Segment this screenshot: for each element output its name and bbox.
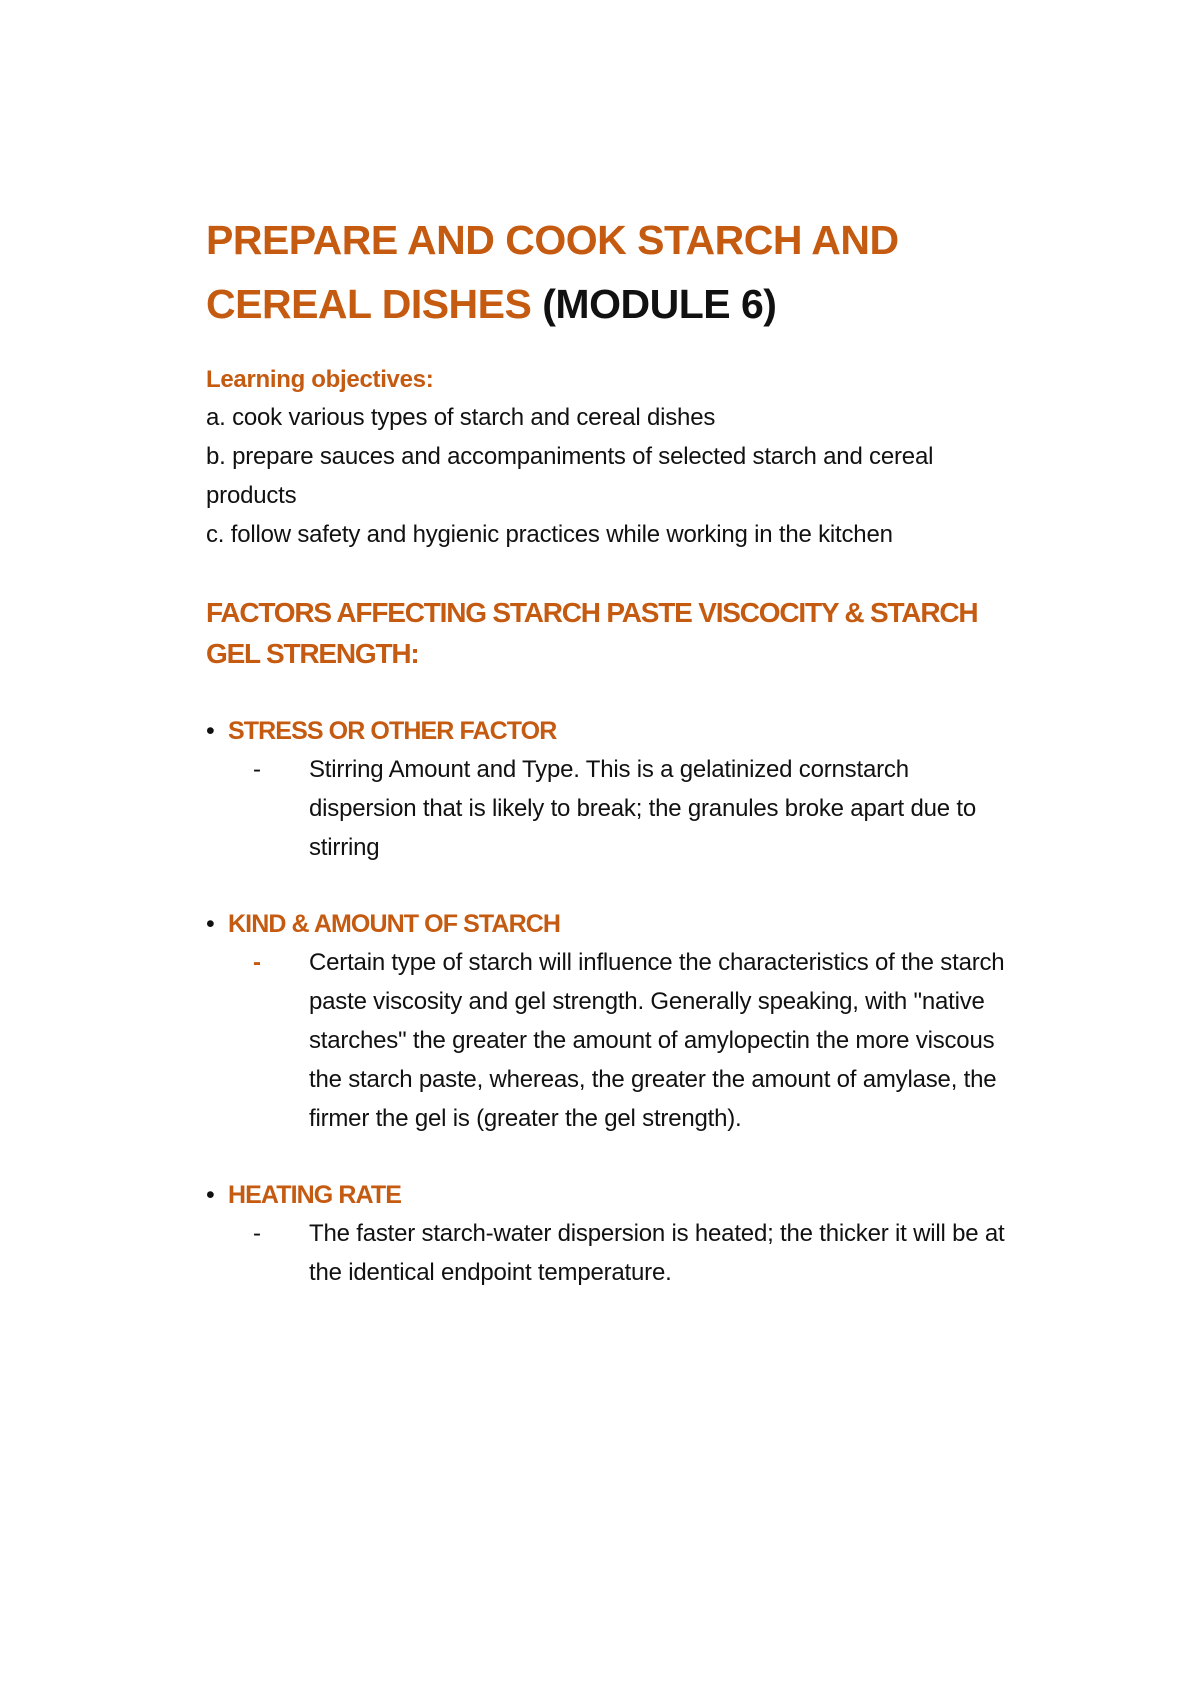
document-content [206, 208, 1006, 1292]
title-suffix: (MODULE 6) [542, 281, 777, 327]
dash-icon: - [253, 756, 261, 783]
dash-icon: - [253, 949, 261, 976]
dash-icon: - [253, 1220, 261, 1247]
bullet-icon: • [206, 1181, 214, 1209]
section-heading: FACTORS AFFECTING STARCH PASTE VISCOCITY & STARCH GEL STRENGTH: [206, 597, 978, 669]
factor-description-text: The faster starch-water dispersion is heated; the thicker it will be at the identical endpoint temperature. [309, 1220, 1005, 1286]
factor-title-text: STRESS OR OTHER FACTOR [228, 717, 557, 745]
title-main: PREPARE AND COOK STARCH AND CEREAL DISHES [206, 217, 899, 327]
learning-objectives [206, 362, 1006, 554]
factor-description [253, 1214, 1006, 1292]
factor-description [253, 943, 1006, 1138]
factor-heating-rate [206, 1176, 1006, 1292]
factor-title [206, 712, 1006, 750]
objective-item: c. follow safety and hygienic practices while working in the kitchen [206, 521, 893, 548]
factor-title-text: KIND & AMOUNT OF STARCH [228, 910, 561, 938]
factor-title-text: HEATING RATE [228, 1181, 401, 1209]
bullet-icon: • [206, 717, 214, 745]
factor-description-text: Stirring Amount and Type. This is a gelatinized cornstarch dispersion that is likely to break; the granules broke apart due to stirring [309, 756, 976, 861]
bullet-icon: • [206, 910, 214, 938]
factor-title [206, 1176, 1006, 1214]
objective-item: b. prepare sauces and accompaniments of selected starch and cereal products [206, 443, 934, 509]
objective-item: a. cook various types of starch and cereal dishes [206, 404, 716, 431]
factor-title [206, 905, 1006, 943]
factor-kind-amount [206, 905, 1006, 1138]
factor-description [253, 750, 1006, 867]
objectives-label: Learning objectives: [206, 366, 434, 393]
factor-stress [206, 712, 1006, 867]
page-title [206, 208, 1006, 336]
factor-description-text: Certain type of starch will influence the characteristics of the starch paste viscosity and gel strength. Generally speaking, with "native starches" the greater the amount of amylopectin the more viscous the starch paste, whereas, the greater the amount of amylase, the firmer the gel is (greater the gel strength). [309, 949, 1005, 1132]
